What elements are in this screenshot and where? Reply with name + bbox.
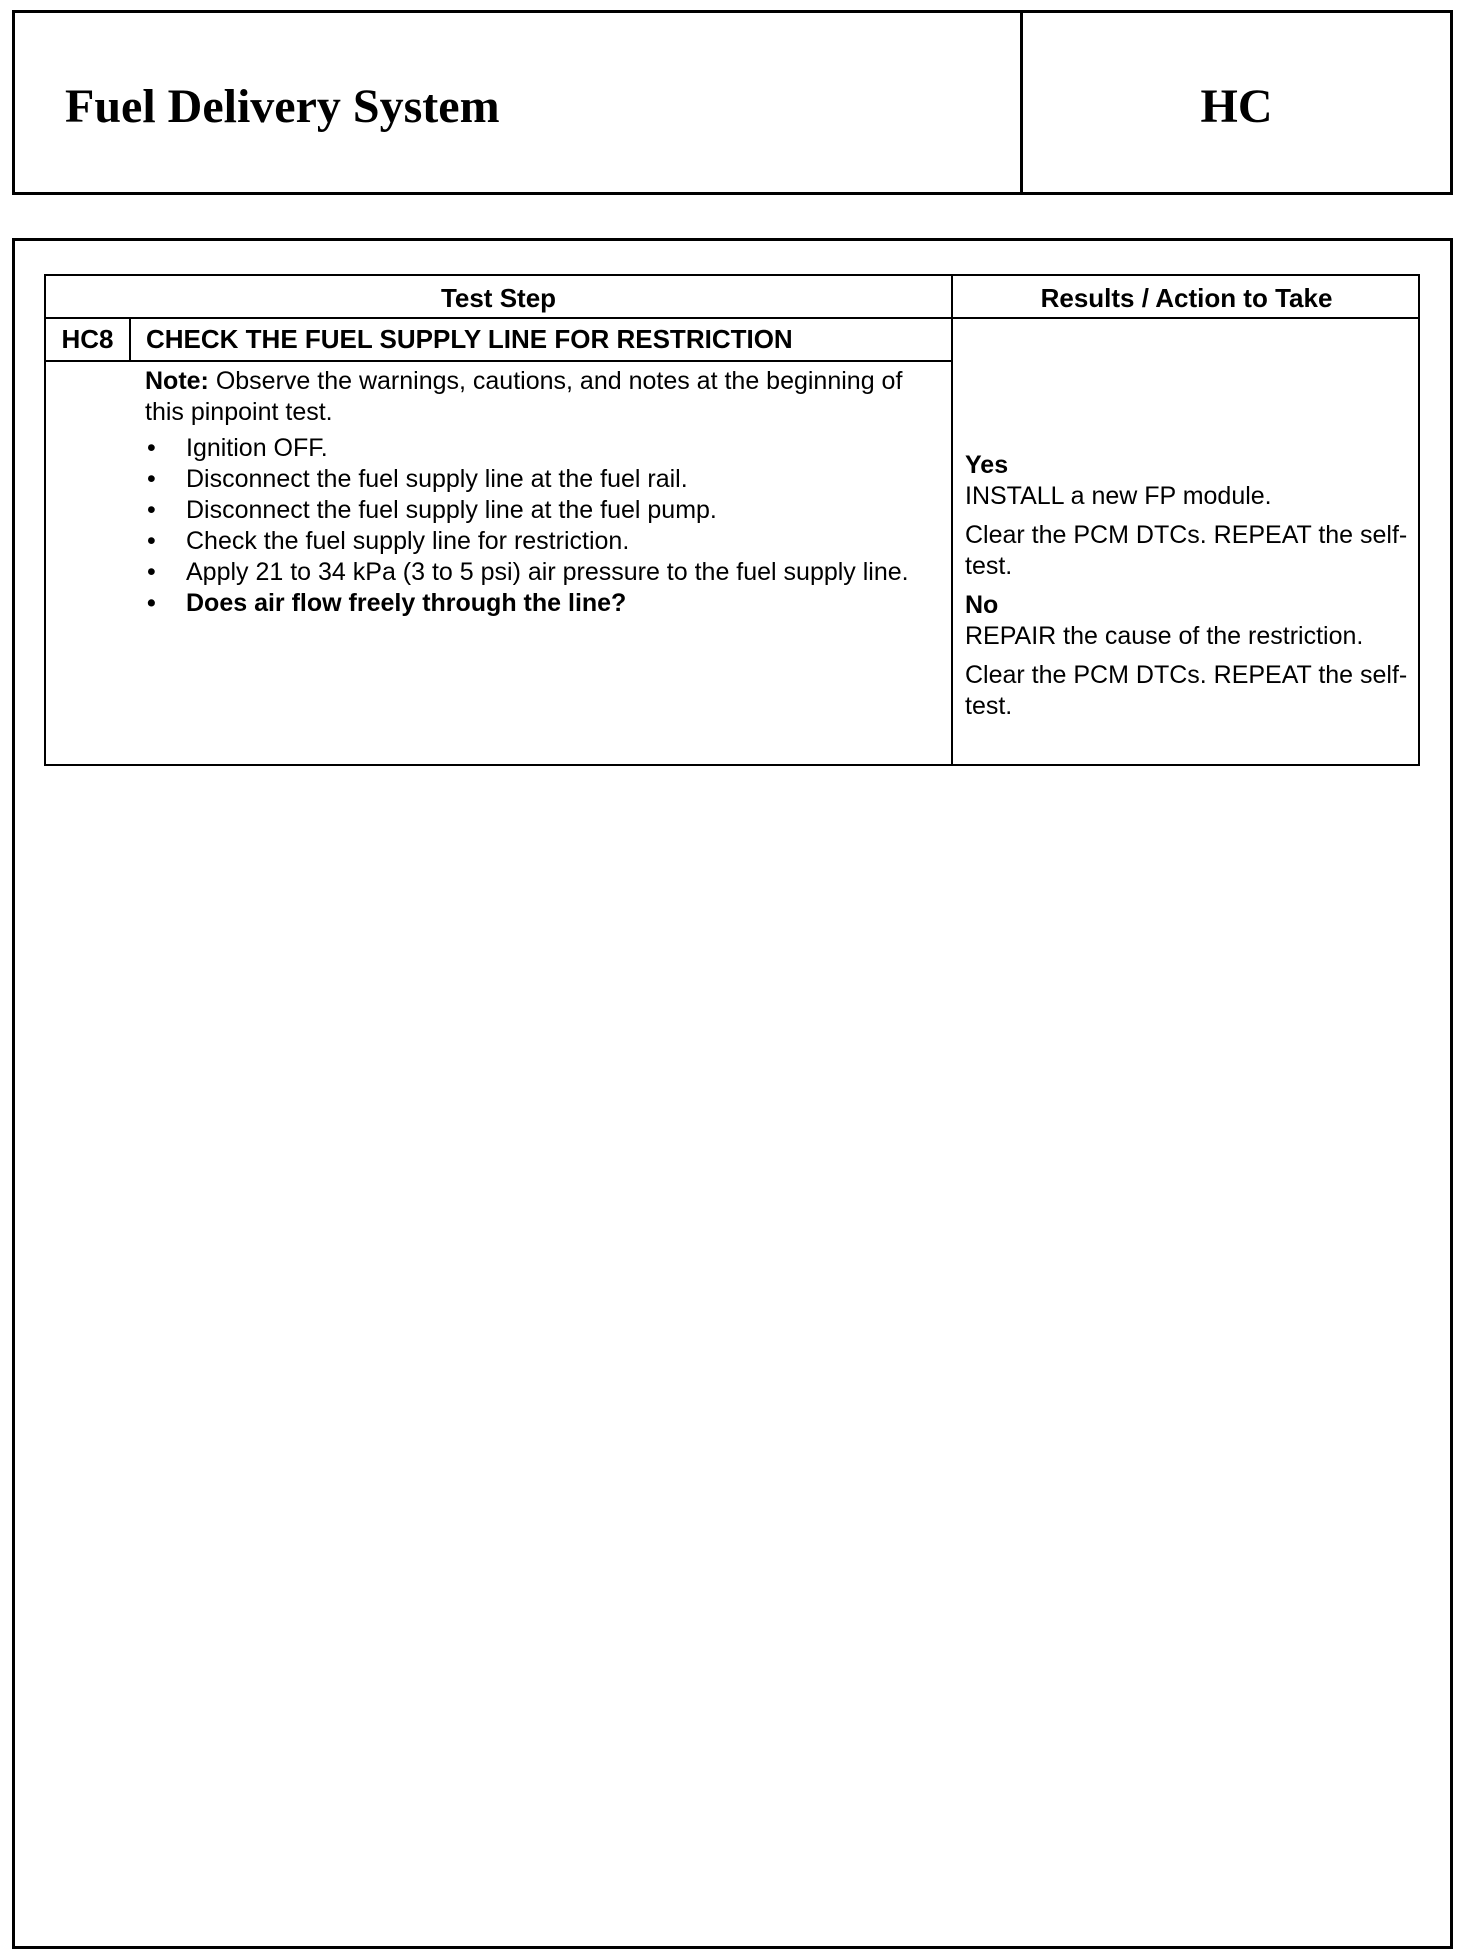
step-text: Check the fuel supply line for restriction.: [186, 527, 630, 555]
bullet: •: [147, 527, 156, 555]
section-code: HC: [1200, 80, 1273, 133]
no-followup: Clear the PCM DTCs. REPEAT the self-test.: [965, 661, 1408, 720]
results-column: [965, 450, 1415, 730]
list-item: [145, 526, 935, 557]
bullet: •: [147, 589, 156, 617]
header-rule: [46, 317, 1418, 319]
step-title-rule: [46, 360, 951, 362]
note: [145, 366, 935, 428]
no-label: No: [965, 591, 999, 619]
yes-label: Yes: [965, 451, 1009, 479]
bullet: •: [147, 558, 156, 586]
step-text: Disconnect the fuel supply line at the fuel pump.: [186, 496, 717, 524]
step-id: HC8: [61, 324, 114, 354]
section-title: Fuel Delivery System: [65, 80, 500, 133]
yes-followup: Clear the PCM DTCs. REPEAT the self-test.: [965, 521, 1408, 580]
bullet: •: [147, 434, 156, 462]
bullet: •: [147, 496, 156, 524]
column-header-results: Results / Action to Take: [1040, 283, 1333, 313]
step-list: [145, 433, 935, 619]
page-header: [12, 10, 1453, 195]
no-action: REPAIR the cause of the restriction.: [965, 622, 1364, 650]
list-item: [145, 495, 935, 526]
step-text: Apply 21 to 34 kPa (3 to 5 psi) air pressure to the fuel supply line.: [186, 558, 909, 586]
step-text: Disconnect the fuel supply line at the fuel rail.: [186, 465, 688, 493]
step-id-divider: [129, 319, 131, 360]
list-item: [145, 433, 935, 464]
list-item: [145, 464, 935, 495]
list-item-question: [145, 588, 935, 619]
step-text: Ignition OFF.: [186, 434, 328, 462]
list-item: [145, 557, 935, 588]
bullet: •: [147, 465, 156, 493]
column-header-test-step: Test Step: [440, 283, 557, 313]
step-body: [145, 366, 935, 619]
step-title: CHECK THE FUEL SUPPLY LINE FOR RESTRICTION: [146, 324, 793, 354]
step-question: Does air flow freely through the line?: [186, 589, 627, 617]
column-divider: [951, 276, 953, 764]
yes-action: INSTALL a new FP module.: [965, 482, 1272, 510]
note-label: Note:: [145, 367, 209, 395]
note-text: Observe the warnings, cautions, and notes at the beginning of this pinpoint test.: [145, 367, 903, 426]
test-step-table: [44, 274, 1420, 766]
